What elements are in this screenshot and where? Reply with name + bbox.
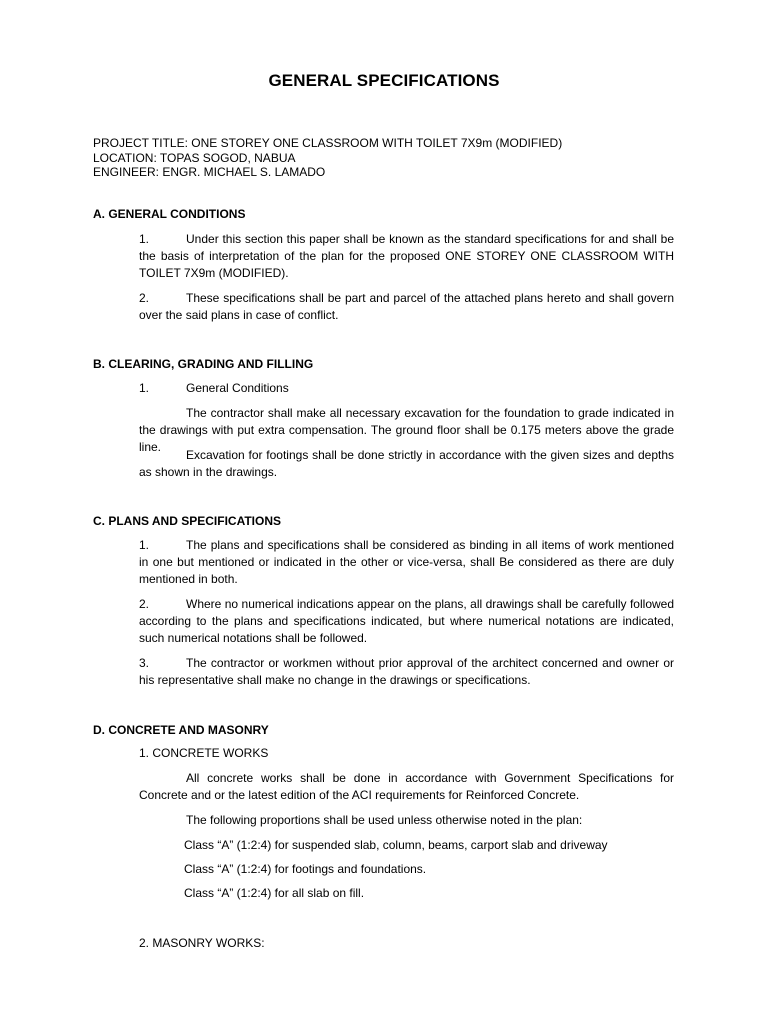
project-title: PROJECT TITLE: ONE STOREY ONE CLASSROOM WITH TOILET 7X9m (MODIFIED) (93, 136, 563, 150)
concrete-class-1: Class “A” (1:2:4) for suspended slab, column, beams, carport slab and driveway (184, 838, 608, 852)
section-a-heading: A. GENERAL CONDITIONS (93, 207, 246, 221)
item-number: 3. (139, 656, 150, 670)
item-text: General Conditions (186, 381, 289, 395)
item-text: The contractor or workmen without prior approval of the architect concerned and owner or his representative shall make no change in the drawings or specifications. (139, 656, 674, 687)
section-c-item-3 (139, 655, 674, 689)
section-d-paragraph-1 (139, 770, 674, 804)
paragraph-text: The contractor shall make all necessary excavation for the foundation to grade indicated in the drawings with put extra compensation. The ground floor shall be 0.175 meters above the grade line. (139, 406, 674, 454)
masonry-works-subheading: 2. MASONRY WORKS: (139, 936, 265, 950)
section-b-item-1 (139, 380, 674, 397)
item-text: These specifications shall be part and parcel of the attached plans hereto and shall govern over the said plans in case of conflict. (139, 291, 674, 322)
item-text: Where no numerical indications appear on the plans, all drawings shall be carefully followed according to the plans and specifications indicated, but where numerical notations are indicated, such numerical notations shall be followed. (139, 597, 674, 645)
item-number: 1. (139, 381, 150, 395)
item-number: 1. (139, 538, 150, 552)
concrete-class-2: Class “A” (1:2:4) for footings and foundations. (184, 862, 427, 876)
item-number: 1. (139, 232, 150, 246)
project-info (93, 136, 562, 180)
section-b-paragraph-2 (139, 447, 674, 481)
item-text: The plans and specifications shall be considered as binding in all items of work mentioned in one but mentioned or indicated in the other or vice-versa, shall Be considered as there are duly mentioned in both. (139, 538, 674, 586)
concrete-class-3: Class “A” (1:2:4) for all slab on fill. (184, 886, 365, 900)
section-a-item-1 (139, 231, 674, 282)
project-location: LOCATION: TOPAS SOGOD, NABUA (93, 150, 296, 165)
concrete-works-subheading: 1. CONCRETE WORKS (139, 746, 269, 760)
item-text: Under this section this paper shall be known as the standard specifications for and shall be the basis of interpretation of the plan for the proposed ONE STOREY ONE CLASSROOM WITH TOILET 7X9m (MODIFIED). (139, 232, 674, 280)
section-d-heading: D. CONCRETE AND MASONRY (93, 723, 269, 737)
paragraph-text: Excavation for footings shall be done strictly in accordance with the given sizes and depths as shown in the drawings. (139, 448, 674, 479)
paragraph-text: The following proportions shall be used unless otherwise noted in the plan: (186, 813, 583, 827)
item-number: 2. (139, 597, 150, 611)
project-engineer: ENGINEER: ENGR. MICHAEL S. LAMADO (93, 165, 326, 179)
page-title: GENERAL SPECIFICATIONS (268, 71, 500, 90)
paragraph-text: All concrete works shall be done in accordance with Government Specifications for Concrete and or the latest edition of the ACI requirements for Reinforced Concrete. (139, 771, 674, 802)
section-c-item-1 (139, 537, 674, 588)
section-c-item-2 (139, 596, 674, 647)
section-c-heading: C. PLANS AND SPECIFICATIONS (93, 514, 282, 528)
section-b-heading: B. CLEARING, GRADING AND FILLING (93, 357, 314, 371)
section-d-paragraph-2 (139, 812, 674, 829)
section-a-item-2 (139, 290, 674, 324)
item-number: 2. (139, 291, 150, 305)
